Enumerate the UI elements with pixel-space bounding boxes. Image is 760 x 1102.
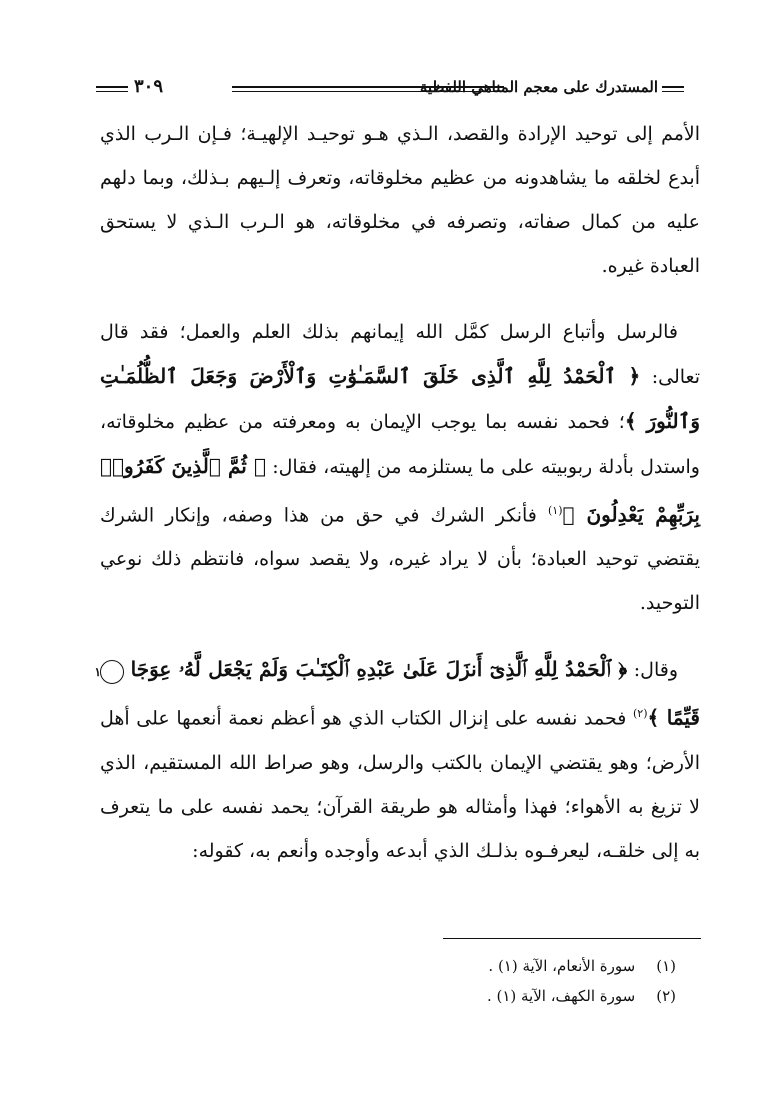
footnote-ref[interactable]: (٢)	[632, 707, 648, 721]
header-rule-middle	[232, 86, 504, 92]
footnote-item	[276, 985, 676, 1015]
footnote-separator	[443, 938, 701, 939]
paragraph-text: فحمد نفسه على إنزال الكتاب الذي هو أعظم نعمة أنعمها على أهل الأرض؛ وهو يقتضي الإيمان بالكتب والرسل، وهو صراط الله المستقيم، الذي لا تزيغ به الأهواء؛ فهذا وأمثاله هو طريقة القرآن؛ يحمد نفسه على ما يتعرف به إلى خلقـه، ليعرفـوه بذلـك الذي أبدعه وأوجده وأنعم به، كقوله:	[100, 707, 700, 862]
paragraph-2	[100, 310, 700, 625]
main-text	[94, 112, 700, 895]
footnote-number: (١)	[656, 957, 676, 975]
footnotes	[276, 955, 676, 1015]
page-number: ٣٠٩	[134, 76, 164, 97]
header-rule-right	[662, 86, 684, 92]
paragraph-text: ؛ فحمد نفسه بما يوجب الإيمان به ومعرفته من عظيم مخلوقاته، واستدل بأدلة ربوبيته على ما يستلزمه من إلهيته، فقال:	[100, 411, 700, 478]
footnote-ref[interactable]: (١)	[547, 504, 563, 517]
quran-verse: قَيِّمًا ﴾	[647, 705, 700, 730]
ayah-number-marker: ١	[100, 660, 124, 684]
header-rule-left	[96, 86, 128, 92]
quran-verse: ﴿ ٱلْحَمْدُ لِلَّهِ ٱلَّذِىٓ أَنزَلَ عَلَىٰ عَبْدِهِ ٱلْكِتَـٰبَ وَلَمْ يَجْعَل لَّهُۥ عِوَجَا	[130, 657, 628, 682]
footnote-text: سورة الأنعام، الآية (١) .	[488, 957, 636, 975]
page-header	[96, 72, 684, 106]
paragraph-text: وقال:	[627, 659, 678, 682]
quran-verse: ﴿ ثُمَّ ٱلَّذِينَ كَفَرُوا۟ بِرَبِّهِمْ يَعْدِلُونَ ﴾	[100, 454, 700, 527]
footnote-number: (٢)	[656, 987, 676, 1005]
footnote-text: سورة الكهف، الآية (١) .	[486, 987, 636, 1005]
paragraph-3	[94, 647, 700, 872]
paragraph-1	[100, 112, 700, 288]
running-title: المستدرك على معجم المناهي اللفظية	[419, 78, 658, 96]
paragraph-text: فالرسل وأتباع الرسل كمَّل الله إيمانهم بذلك العلم والعمل؛ فقد قال تعالى:	[100, 321, 700, 388]
paragraph-text: فأنكر الشرك في حق من هذا وصفه، وإنكار الشرك يقتضي توحيد العبادة؛ بأن لا يراد غيره، ولا يقصد سواه، فانتظم ذلك نوعي التوحيد.	[100, 504, 700, 615]
paragraph-text: الأمم إلى توحيد الإرادة والقصد، الـذي هـو توحيـد الإلهيـة؛ فـإن الـرب الذي أبدع لخلقه ما يشاهدونه من عظيم مخلوقاته، وتعرف إلـيهم بـذلك، وبما دلهم عليه من كمال صفاته، وتصرفه في مخلوقاته، هو الـرب الـذي لا يستحق العبادة غيره.	[100, 123, 700, 277]
footnote-item	[276, 955, 676, 985]
quran-verse: ﴿ ٱلْحَمْدُ لِلَّهِ ٱلَّذِى خَلَقَ ٱلسَّمَـٰوَٰتِ وَٱلْأَرْضَ وَجَعَلَ ٱلظُّلُمَـٰتِ وَٱلنُّورَ ﴾	[100, 364, 700, 433]
